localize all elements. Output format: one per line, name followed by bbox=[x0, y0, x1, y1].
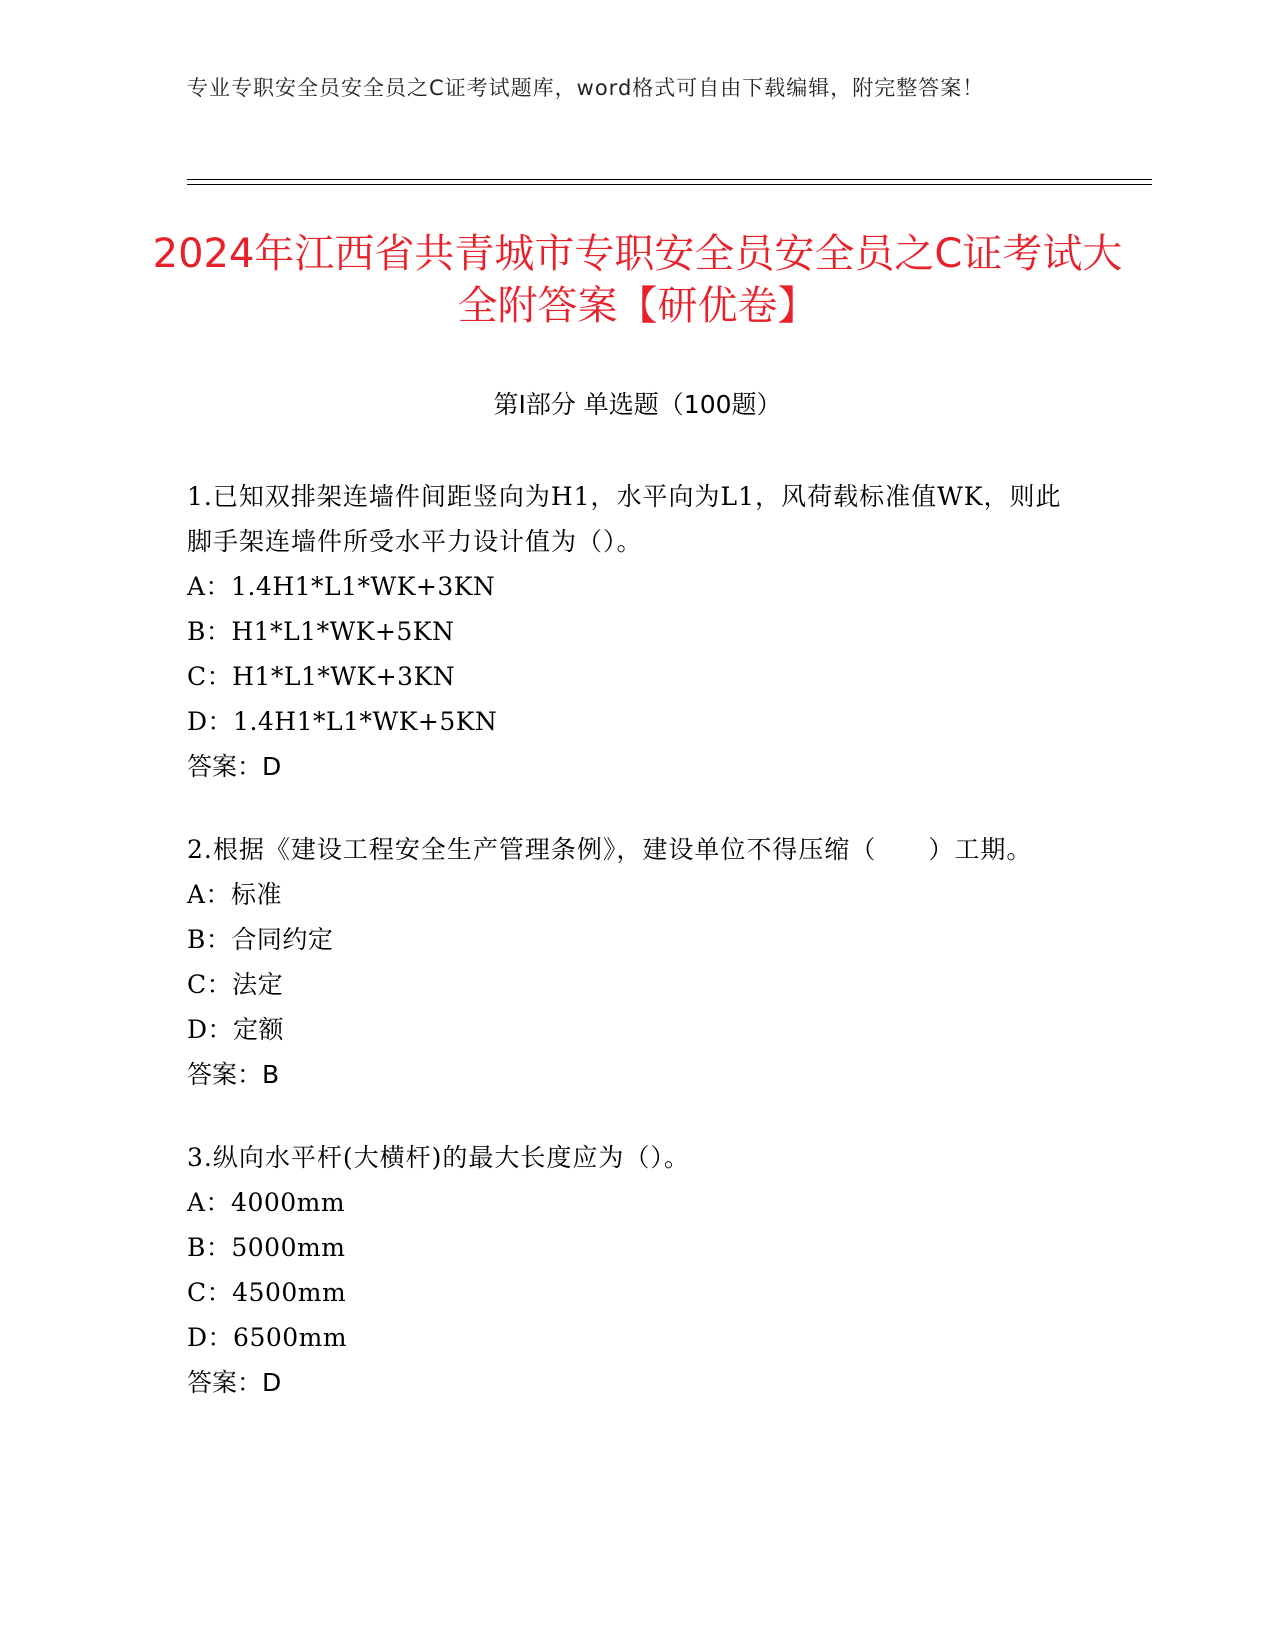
question-1 bbox=[187, 474, 1087, 789]
option-a: A：标准 bbox=[187, 880, 283, 909]
header-rule-bottom bbox=[187, 184, 1152, 185]
option-d: D：1.4H1*L1*WK+5KN bbox=[187, 707, 498, 736]
option-d: D：定额 bbox=[187, 1015, 285, 1044]
question-stem: 2.根据《建设工程安全生产管理条例》，建设单位不得压缩（ ）工期。 bbox=[187, 835, 1033, 864]
option-c: C：4500mm bbox=[187, 1278, 347, 1307]
answer: 答案：D bbox=[187, 1368, 282, 1397]
header-rule-top bbox=[187, 179, 1152, 180]
section-heading: 第Ⅰ部分 单选题（100题） bbox=[493, 390, 782, 419]
option-a: A：4000mm bbox=[187, 1188, 346, 1217]
question-2 bbox=[187, 827, 1087, 1097]
option-c: C：法定 bbox=[187, 970, 284, 999]
answer: 答案：B bbox=[187, 1060, 280, 1089]
question-stem: 1.已知双排架连墙件间距竖向为H1，水平向为L1，风荷载标准值WK，则此脚手架连墙件所受水平力设计值为（）。 bbox=[187, 482, 1062, 556]
option-b: B：合同约定 bbox=[187, 925, 334, 954]
option-d: D：6500mm bbox=[187, 1323, 348, 1352]
option-c: C：H1*L1*WK+3KN bbox=[187, 662, 456, 691]
header-note: 专业专职安全员安全员之C证考试题库，word格式可自由下载编辑，附完整答案！ bbox=[187, 76, 985, 100]
question-stem: 3.纵向水平杆(大横杆)的最大长度应为（）。 bbox=[187, 1143, 690, 1172]
document-title: 2024年江西省共青城市专职安全员安全员之C证考试大全附答案【研优卷】 bbox=[152, 231, 1123, 329]
option-b: B：H1*L1*WK+5KN bbox=[187, 617, 455, 646]
option-a: A：1.4H1*L1*WK+3KN bbox=[187, 572, 496, 601]
answer: 答案：D bbox=[187, 752, 282, 781]
question-list bbox=[187, 474, 1087, 1443]
option-b: B：5000mm bbox=[187, 1233, 346, 1262]
question-3 bbox=[187, 1135, 1087, 1405]
